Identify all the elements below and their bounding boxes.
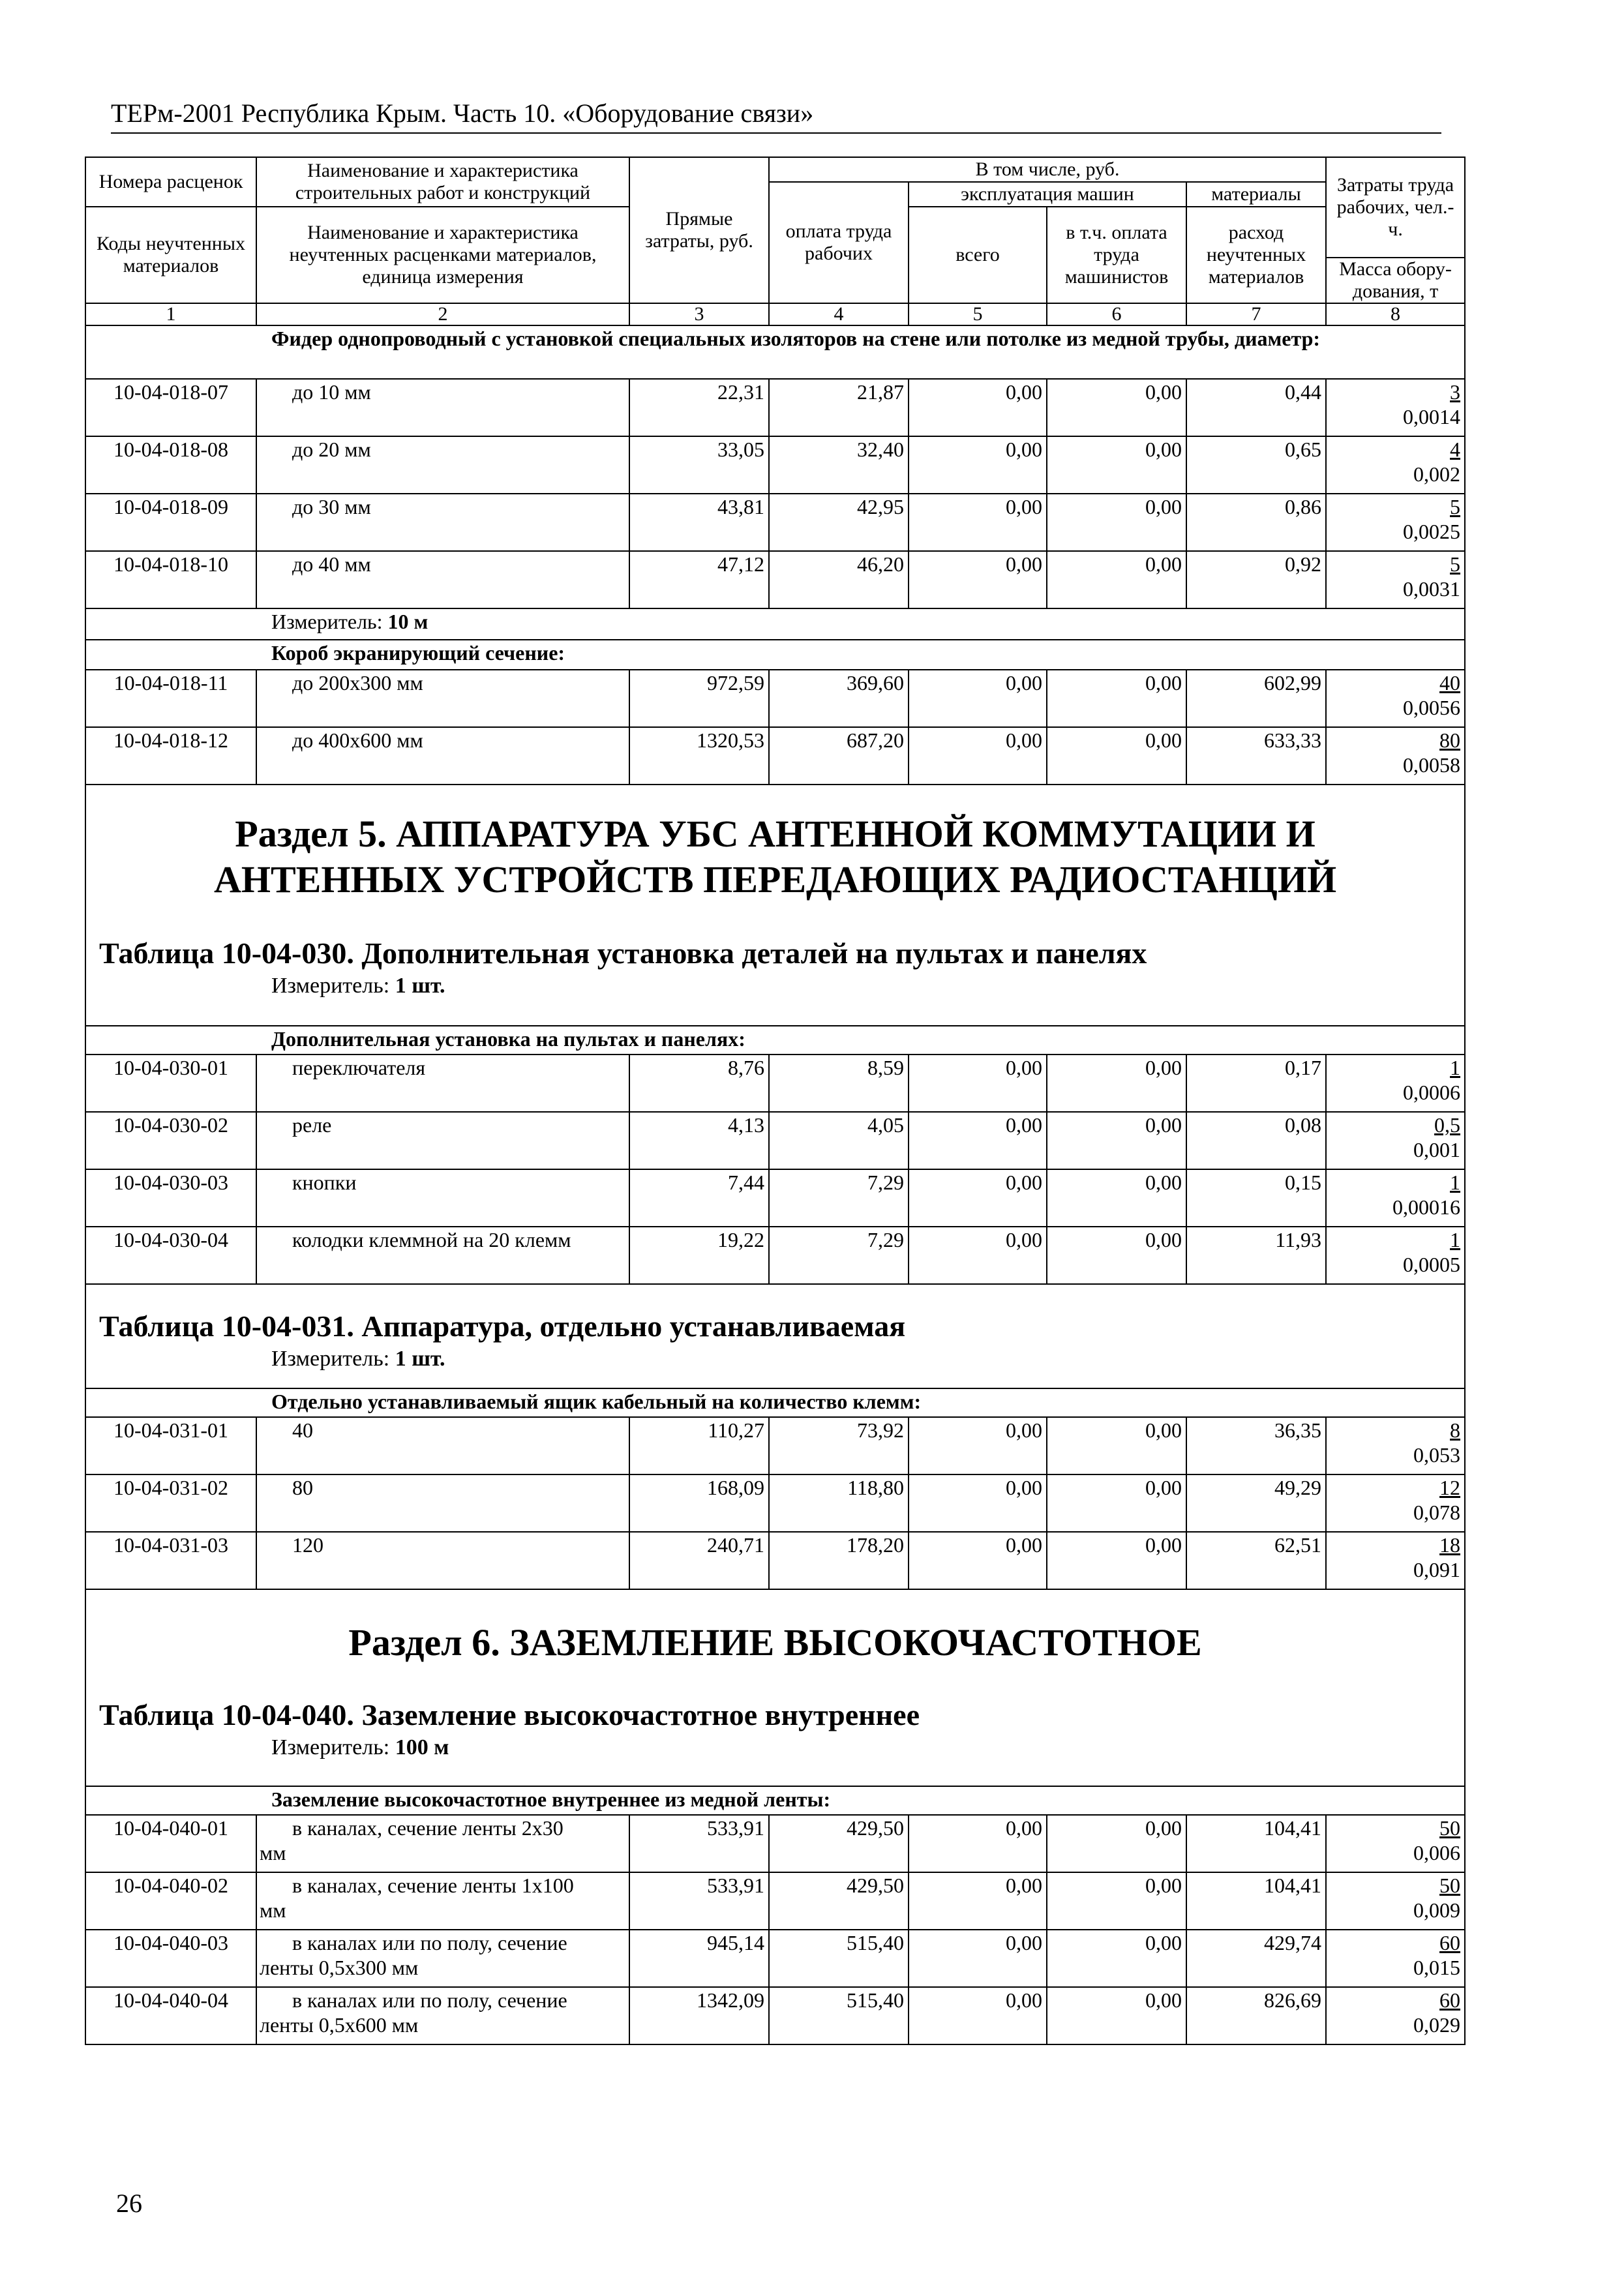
rate-code: 10-04-040-03: [85, 1930, 256, 1987]
materials: 36,35: [1186, 1417, 1326, 1474]
labor-hours: 5: [1450, 552, 1461, 576]
materials: 0,44: [1186, 379, 1326, 436]
measure-value: 10 м: [387, 610, 429, 633]
labor-hours: 1: [1450, 1056, 1461, 1079]
measure-value: 1 шт.: [395, 1347, 445, 1371]
measure-label: Измеритель:: [271, 1735, 390, 1759]
machines-total: 0,00: [909, 1532, 1047, 1589]
labor-hours: 3: [1450, 380, 1461, 404]
rate-code: 10-04-030-02: [85, 1112, 256, 1169]
machinists-pay: 0,00: [1047, 670, 1186, 727]
rate-name: переключателя: [256, 1055, 629, 1112]
machinists-pay: 0,00: [1047, 1169, 1186, 1227]
table-row: [85, 1112, 1465, 1169]
rate-name: [256, 1815, 629, 1872]
rate-name: 80: [256, 1474, 629, 1532]
direct-costs: 47,12: [629, 551, 769, 608]
rate-name-line2: ленты 0,5х600 мм: [260, 2013, 419, 2037]
rate-code: 10-04-031-03: [85, 1532, 256, 1589]
column-number: 8: [1326, 303, 1465, 325]
group-heading: Короб экранирующий сечение:: [85, 640, 1465, 670]
rate-code: 10-04-040-01: [85, 1815, 256, 1872]
table-row: [85, 551, 1465, 608]
rate-name: до 20 мм: [256, 436, 629, 494]
labor-hours: 50: [1439, 1874, 1461, 1897]
materials: 104,41: [1186, 1872, 1326, 1930]
labor-and-mass: [1326, 1930, 1465, 1987]
materials: 0,86: [1186, 494, 1326, 551]
table-row: [85, 670, 1465, 727]
labor-and-mass: [1326, 1474, 1465, 1532]
machinists-pay: 0,00: [1047, 436, 1186, 494]
labor-and-mass: [1326, 1815, 1465, 1872]
machines-total: 0,00: [909, 1112, 1047, 1169]
equipment-mass: 0,00016: [1392, 1195, 1461, 1219]
materials: 0,08: [1186, 1112, 1326, 1169]
column-number: 6: [1047, 303, 1186, 325]
labor-pay: 369,60: [769, 670, 909, 727]
rate-code: 10-04-030-03: [85, 1169, 256, 1227]
machines-total: 0,00: [909, 1169, 1047, 1227]
labor-pay: 118,80: [769, 1474, 909, 1532]
labor-hours: 80: [1439, 728, 1461, 752]
col8-header-top: Затраты труда рабочих, чел.-ч.: [1326, 157, 1465, 258]
direct-costs: 168,09: [629, 1474, 769, 1532]
col4-header: оплата труда рабочих: [769, 182, 909, 303]
labor-pay: 687,20: [769, 727, 909, 785]
equipment-mass: 0,015: [1413, 1956, 1461, 1979]
labor-and-mass: [1326, 1112, 1465, 1169]
materials: 0,92: [1186, 551, 1326, 608]
labor-pay: 21,87: [769, 379, 909, 436]
machinists-pay: 0,00: [1047, 1227, 1186, 1284]
machines-total: 0,00: [909, 1987, 1047, 2044]
table-row: [85, 1474, 1465, 1532]
direct-costs: 1342,09: [629, 1987, 769, 2044]
measure-label: Измеритель:: [271, 1347, 390, 1371]
labor-hours: 60: [1439, 1988, 1461, 2012]
rate-name: кнопки: [256, 1169, 629, 1227]
rate-code: 10-04-018-11: [85, 670, 256, 727]
machinists-pay: 0,00: [1047, 1417, 1186, 1474]
group-heading: Фидер однопроводный с установкой специальных изоляторов на стене или потолке из медной трубы, диаметр:: [85, 325, 1465, 379]
measure-unit: [86, 972, 1464, 1000]
equipment-mass: 0,0058: [1403, 753, 1461, 777]
labor-and-mass: [1326, 670, 1465, 727]
labor-pay: 8,59: [769, 1055, 909, 1112]
rates-table: [85, 157, 1466, 2045]
col1-header-bottom: Коды неучтенных материалов: [85, 207, 256, 303]
labor-hours: 0,5: [1434, 1113, 1461, 1137]
column-number: 3: [629, 303, 769, 325]
labor-pay: 429,50: [769, 1815, 909, 1872]
materials: 0,15: [1186, 1169, 1326, 1227]
rate-name: 40: [256, 1417, 629, 1474]
machinists-pay: 0,00: [1047, 1474, 1186, 1532]
table-row: [85, 1417, 1465, 1474]
rate-name-line1: в каналах или по полу, сечение: [292, 1988, 567, 2012]
machines-total: 0,00: [909, 436, 1047, 494]
labor-and-mass: [1326, 1987, 1465, 2044]
equipment-mass: 0,0014: [1403, 405, 1461, 428]
rate-code: 10-04-030-01: [85, 1055, 256, 1112]
section-title: Раздел 5. АППАРАТУРА УБС АНТЕННОЙ КОММУТАЦИИ И: [235, 813, 1316, 855]
direct-costs: 43,81: [629, 494, 769, 551]
table-row: [85, 1055, 1465, 1112]
rate-code: 10-04-030-04: [85, 1227, 256, 1284]
direct-costs: 8,76: [629, 1055, 769, 1112]
equipment-mass: 0,006: [1413, 1841, 1461, 1864]
measure-label: Измеритель:: [271, 610, 383, 633]
machinists-pay: 0,00: [1047, 1872, 1186, 1930]
direct-costs: 33,05: [629, 436, 769, 494]
rate-name-line2: ленты 0,5х300 мм: [260, 1956, 419, 1979]
column-number: 4: [769, 303, 909, 325]
direct-costs: 19,22: [629, 1227, 769, 1284]
materials: 62,51: [1186, 1532, 1326, 1589]
table-row: [85, 1815, 1465, 1872]
materials: 826,69: [1186, 1987, 1326, 2044]
equipment-mass: 0,002: [1413, 462, 1461, 486]
included-header: В том числе, руб.: [769, 157, 1326, 182]
labor-pay: 46,20: [769, 551, 909, 608]
column-number: 5: [909, 303, 1047, 325]
labor-hours: 8: [1450, 1418, 1461, 1442]
machines-total: 0,00: [909, 670, 1047, 727]
labor-pay: 7,29: [769, 1227, 909, 1284]
table-row: [85, 1227, 1465, 1284]
labor-pay: 7,29: [769, 1169, 909, 1227]
direct-costs: 240,71: [629, 1532, 769, 1589]
column-number: 2: [256, 303, 629, 325]
rate-name: до 400х600 мм: [256, 727, 629, 785]
labor-pay: 4,05: [769, 1112, 909, 1169]
rate-code: 10-04-018-10: [85, 551, 256, 608]
machinists-pay: 0,00: [1047, 494, 1186, 551]
labor-and-mass: [1326, 1055, 1465, 1112]
machinists-pay: 0,00: [1047, 551, 1186, 608]
col8-header-bottom: Масса обору-дования, т: [1326, 258, 1465, 303]
materials: 104,41: [1186, 1815, 1326, 1872]
labor-pay: 32,40: [769, 436, 909, 494]
labor-and-mass: [1326, 727, 1465, 785]
rate-name: до 200х300 мм: [256, 670, 629, 727]
labor-hours: 18: [1439, 1533, 1461, 1557]
col6-header: в т.ч. оплата труда машинистов: [1047, 207, 1186, 303]
equipment-mass: 0,0025: [1403, 520, 1461, 543]
col7-header: расход неучтенных материалов: [1186, 207, 1326, 303]
machinists-pay: 0,00: [1047, 1055, 1186, 1112]
table-title: Таблица 10-04-031. Аппаратура, отдельно устанавливаемая: [99, 1309, 906, 1343]
labor-and-mass: [1326, 1169, 1465, 1227]
measure-unit: [86, 1733, 1464, 1762]
labor-hours: 1: [1450, 1228, 1461, 1251]
rate-name-line1: в каналах, сечение ленты 1х100: [292, 1874, 574, 1897]
materials: 49,29: [1186, 1474, 1326, 1532]
equipment-mass: 0,029: [1413, 2013, 1461, 2037]
equipment-mass: 0,091: [1413, 1558, 1461, 1581]
rate-code: 10-04-040-02: [85, 1872, 256, 1930]
machinists-pay: 0,00: [1047, 1532, 1186, 1589]
materials: 429,74: [1186, 1930, 1326, 1987]
labor-and-mass: [1326, 1417, 1465, 1474]
section-block: [85, 1589, 1465, 1786]
rate-code: 10-04-018-08: [85, 436, 256, 494]
direct-costs: 972,59: [629, 670, 769, 727]
col1-header-top: Номера расценок: [85, 157, 256, 207]
measure-value: 100 м: [395, 1735, 449, 1759]
table-row: [85, 1169, 1465, 1227]
col5-header: всего: [909, 207, 1047, 303]
direct-costs: 22,31: [629, 379, 769, 436]
labor-pay: 515,40: [769, 1987, 909, 2044]
rate-name: [256, 1930, 629, 1987]
direct-costs: 1320,53: [629, 727, 769, 785]
rate-code: 10-04-031-01: [85, 1417, 256, 1474]
page-header: ТЕРм-2001 Республика Крым. Часть 10. «Оборудование связи»: [111, 98, 1441, 134]
labor-and-mass: [1326, 551, 1465, 608]
rate-code: 10-04-018-09: [85, 494, 256, 551]
page-number: 26: [116, 2189, 142, 2218]
col2-header-top: Наименование и характеристика строительных работ и конструкций: [256, 157, 629, 207]
group-heading: Дополнительная установка на пультах и панелях:: [85, 1026, 1465, 1055]
labor-and-mass: [1326, 494, 1465, 551]
labor-and-mass: [1326, 1872, 1465, 1930]
machinists-pay: 0,00: [1047, 727, 1186, 785]
measure-unit: [86, 1345, 1464, 1373]
col3-header: Прямые затраты, руб.: [629, 157, 769, 303]
measure-unit: [85, 608, 1465, 640]
labor-hours: 40: [1439, 671, 1461, 695]
materials: 0,17: [1186, 1055, 1326, 1112]
measure-label: Измеритель:: [271, 974, 390, 998]
table-row: [85, 1872, 1465, 1930]
equipment-mass: 0,0005: [1403, 1253, 1461, 1276]
machines-total: 0,00: [909, 379, 1047, 436]
table-title: Таблица 10-04-040. Заземление высокочастотное внутреннее: [99, 1698, 920, 1731]
materials: 11,93: [1186, 1227, 1326, 1284]
machines-total: 0,00: [909, 551, 1047, 608]
direct-costs: 4,13: [629, 1112, 769, 1169]
direct-costs: 533,91: [629, 1815, 769, 1872]
rate-code: 10-04-031-02: [85, 1474, 256, 1532]
machines-header: эксплуатация машин: [909, 182, 1186, 207]
column-number: 7: [1186, 303, 1326, 325]
labor-and-mass: [1326, 379, 1465, 436]
equipment-mass: 0,0031: [1403, 577, 1461, 601]
table-row: [85, 1987, 1465, 2044]
materials: 0,65: [1186, 436, 1326, 494]
rate-name: колодки клеммной на 20 клемм: [256, 1227, 629, 1284]
rate-name: до 30 мм: [256, 494, 629, 551]
rate-code: 10-04-040-04: [85, 1987, 256, 2044]
column-number: 1: [85, 303, 256, 325]
equipment-mass: 0,001: [1413, 1138, 1461, 1161]
machines-total: 0,00: [909, 1227, 1047, 1284]
machinists-pay: 0,00: [1047, 379, 1186, 436]
direct-costs: 110,27: [629, 1417, 769, 1474]
table-row: [85, 1532, 1465, 1589]
rate-code: 10-04-018-12: [85, 727, 256, 785]
labor-hours: 1: [1450, 1171, 1461, 1194]
rate-name: [256, 1987, 629, 2044]
labor-and-mass: [1326, 1227, 1465, 1284]
table-row: [85, 436, 1465, 494]
machinists-pay: 0,00: [1047, 1930, 1186, 1987]
materials: 633,33: [1186, 727, 1326, 785]
materials-header: материалы: [1186, 182, 1326, 207]
table-row: [85, 379, 1465, 436]
labor-pay: 73,92: [769, 1417, 909, 1474]
rate-name-line1: в каналах или по полу, сечение: [292, 1931, 567, 1954]
direct-costs: 533,91: [629, 1872, 769, 1930]
labor-and-mass: [1326, 436, 1465, 494]
rate-code: 10-04-018-07: [85, 379, 256, 436]
rate-name: до 40 мм: [256, 551, 629, 608]
group-heading: Заземление высокочастотное внутреннее из медной ленты:: [85, 1786, 1465, 1815]
labor-hours: 60: [1439, 1931, 1461, 1954]
section-block: [85, 785, 1465, 1026]
labor-hours: 50: [1439, 1816, 1461, 1840]
machinists-pay: 0,00: [1047, 1112, 1186, 1169]
labor-hours: 4: [1450, 438, 1461, 461]
rate-name: до 10 мм: [256, 379, 629, 436]
machines-total: 0,00: [909, 1417, 1047, 1474]
machines-total: 0,00: [909, 1872, 1047, 1930]
measure-value: 1 шт.: [395, 974, 445, 998]
table-row: [85, 1930, 1465, 1987]
labor-and-mass: [1326, 1532, 1465, 1589]
labor-pay: 515,40: [769, 1930, 909, 1987]
equipment-mass: 0,0056: [1403, 696, 1461, 719]
machines-total: 0,00: [909, 727, 1047, 785]
equipment-mass: 0,078: [1413, 1501, 1461, 1524]
labor-hours: 5: [1450, 495, 1461, 518]
machinists-pay: 0,00: [1047, 1815, 1186, 1872]
rate-name: реле: [256, 1112, 629, 1169]
section-block: [85, 1284, 1465, 1388]
machinists-pay: 0,00: [1047, 1987, 1186, 2044]
machines-total: 0,00: [909, 1055, 1047, 1112]
machines-total: 0,00: [909, 494, 1047, 551]
group-heading: Отдельно устанавливаемый ящик кабельный на количество клемм:: [85, 1388, 1465, 1417]
table-row: [85, 727, 1465, 785]
col2-header-bottom: Наименование и характеристика неучтенных расценками материалов, единица измерения: [256, 207, 629, 303]
rate-name: 120: [256, 1532, 629, 1589]
equipment-mass: 0,053: [1413, 1443, 1461, 1467]
labor-hours: 12: [1439, 1476, 1461, 1499]
labor-pay: 178,20: [769, 1532, 909, 1589]
section-title: АНТЕННЫХ УСТРОЙСТВ ПЕРЕДАЮЩИХ РАДИОСТАНЦИЙ: [213, 858, 1337, 901]
section-title: Раздел 6. ЗАЗЕМЛЕНИЕ ВЫСОКОЧАСТОТНОЕ: [348, 1621, 1202, 1664]
direct-costs: 7,44: [629, 1169, 769, 1227]
table-title: Таблица 10-04-030. Дополнительная установка деталей на пультах и панелях: [99, 936, 1147, 970]
machines-total: 0,00: [909, 1930, 1047, 1987]
materials: 602,99: [1186, 670, 1326, 727]
rate-name: [256, 1872, 629, 1930]
table-row: [85, 494, 1465, 551]
equipment-mass: 0,0006: [1403, 1081, 1461, 1104]
rate-name-line1: в каналах, сечение ленты 2х30: [292, 1816, 564, 1840]
rate-name-line2: мм: [260, 1898, 286, 1922]
machines-total: 0,00: [909, 1474, 1047, 1532]
machines-total: 0,00: [909, 1815, 1047, 1872]
labor-pay: 42,95: [769, 494, 909, 551]
equipment-mass: 0,009: [1413, 1898, 1461, 1922]
labor-pay: 429,50: [769, 1872, 909, 1930]
rate-name-line2: мм: [260, 1841, 286, 1864]
direct-costs: 945,14: [629, 1930, 769, 1987]
